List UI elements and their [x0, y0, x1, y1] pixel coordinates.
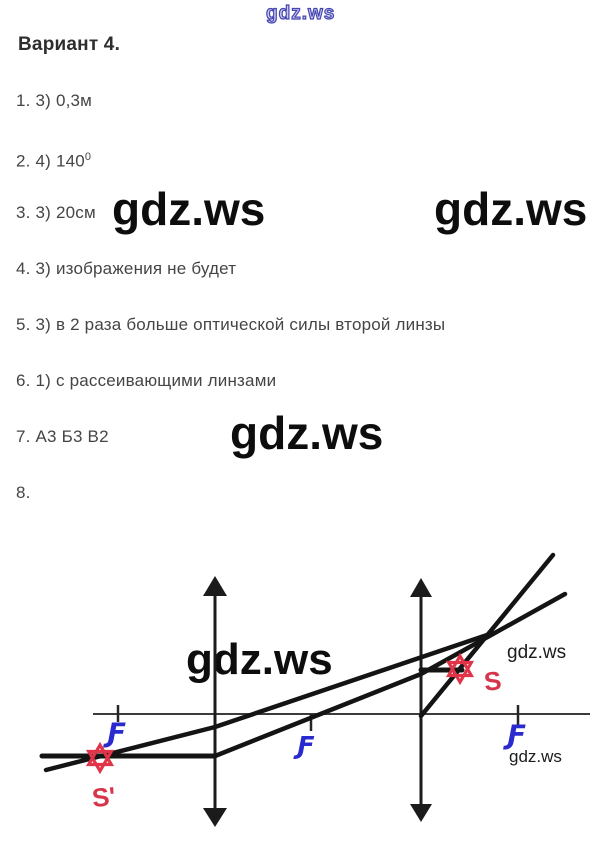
answer-line-4: 4. 3) изображения не будет — [16, 259, 237, 278]
lens-2 — [410, 578, 432, 822]
page-title: Вариант 4. — [18, 34, 121, 55]
focal-label-left: Ƒ — [107, 718, 126, 749]
focal-label-middle: Ƒ — [297, 731, 315, 760]
watermark-row3-left: gdz.ws — [112, 183, 266, 235]
answer-line-1: 1. 3) 0,3м — [16, 91, 93, 110]
ray-beyond-lens2-shallow — [421, 594, 565, 674]
answer-line-8: 8. — [16, 483, 31, 502]
answer-line-6: 6. 1) с рассеивающими линзами — [16, 371, 277, 390]
watermark-row3-right: gdz.ws — [434, 183, 588, 235]
lens-1-arrow-up-icon — [203, 576, 227, 596]
ray-through-image-left-segment — [46, 727, 215, 770]
watermark-diagram-small-upper: gdz.ws — [507, 642, 567, 663]
answer-line-7: 7. А3 Б3 В2 — [16, 427, 109, 446]
lens-2-arrow-up-icon — [410, 578, 432, 597]
watermark-top: gdz.ws — [266, 3, 336, 24]
lens-2-arrow-down-icon — [410, 804, 432, 822]
watermark-diagram-large: gdz.ws — [186, 635, 333, 684]
watermark-row7: gdz.ws — [230, 407, 384, 459]
superscript-degree: 0 — [84, 151, 92, 163]
lens-1 — [203, 576, 227, 827]
object-point-label: S — [482, 665, 503, 697]
image-point-label: S' — [90, 780, 118, 814]
focal-label-right: Ƒ — [507, 720, 526, 751]
watermark-diagram-small-lower: gdz.ws — [509, 747, 562, 766]
answer-line-5: 5. 3) в 2 раза больше оптической силы второй линзы — [16, 315, 446, 334]
answer-line-2-text: 2. 4) 140 — [16, 151, 85, 171]
lens-1-arrow-down-icon — [203, 808, 227, 827]
answer-line-3: 3. 3) 20см — [16, 203, 96, 222]
